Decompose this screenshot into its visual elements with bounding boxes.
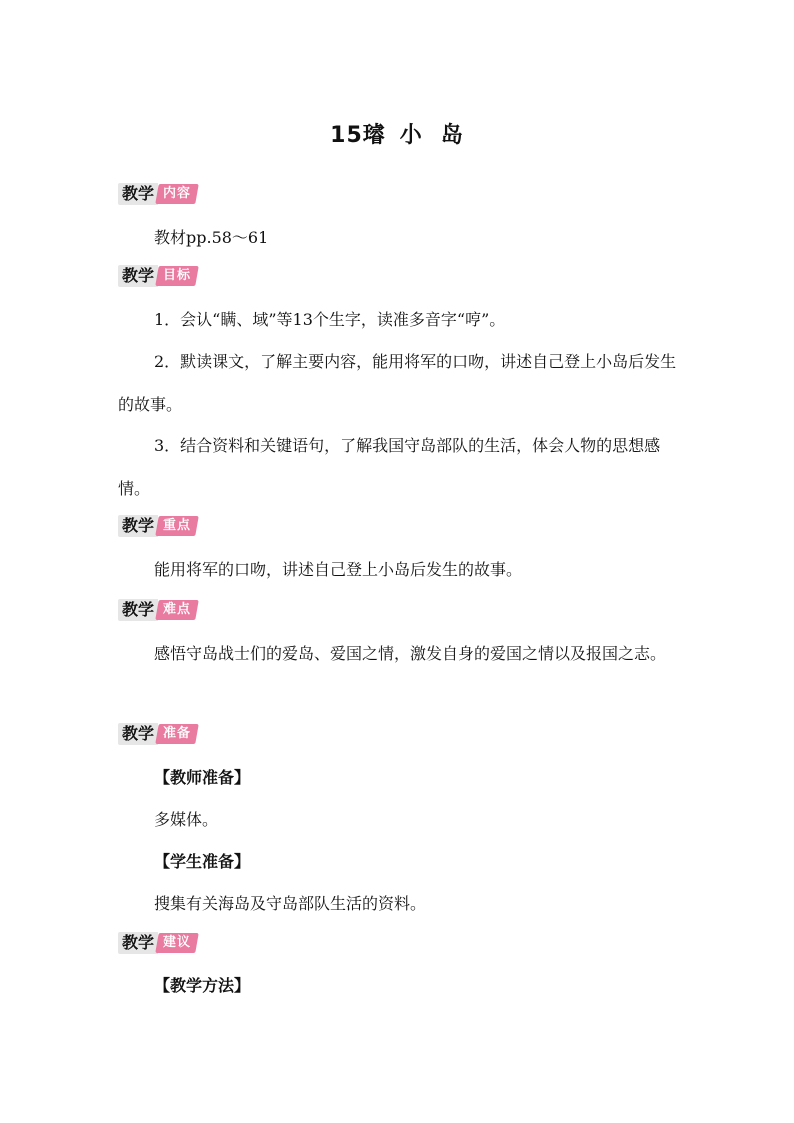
section-key: 教学 — [118, 515, 158, 537]
goal-item: 3．结合资料和关键语句，了解我国守岛部队的生活，体会人物的思想感情。 — [118, 436, 661, 498]
section-key: 教学 — [118, 183, 158, 205]
section-header-advice — [118, 931, 197, 955]
teacher-prep-heading: 【教师准备】 — [154, 768, 251, 787]
content-text: 教材pp.58～61 — [154, 228, 269, 247]
section-key: 教学 — [118, 932, 158, 954]
section-header-content — [118, 182, 197, 206]
section-tag: 建议 — [155, 933, 199, 953]
section-header-goals — [118, 264, 197, 288]
section-header-difficulty — [118, 598, 197, 622]
title-number: 15璿 — [330, 123, 386, 148]
section-key: 教学 — [118, 599, 158, 621]
student-prep-heading: 【学生准备】 — [154, 852, 251, 871]
section-tag: 重点 — [155, 516, 199, 536]
goal-item: 1．会认“瞒、域”等13个生字，读准多音字“哼”。 — [154, 310, 506, 329]
goal-item: 2．默读课文，了解主要内容，能用将军的口吻，讲述自己登上小岛后发生的故事。 — [118, 352, 677, 414]
section-header-prep — [118, 722, 197, 746]
section-key: 教学 — [118, 723, 158, 745]
teacher-prep-text: 多媒体。 — [154, 810, 219, 829]
difficulty-text: 感悟守岛战士们的爱岛、爱国之情，激发自身的爱国之情以及报国之志。 — [154, 644, 667, 663]
title-char-1: 小 — [399, 123, 423, 148]
section-tag: 目标 — [155, 266, 199, 286]
section-tag: 准备 — [155, 724, 199, 744]
focus-text: 能用将军的口吻，讲述自己登上小岛后发生的故事。 — [154, 560, 523, 579]
student-prep-text: 搜集有关海岛及守岛部队生活的资料。 — [154, 894, 427, 913]
section-tag: 内容 — [155, 184, 199, 204]
title-char-2: 岛 — [440, 123, 464, 148]
section-key: 教学 — [118, 265, 158, 287]
page-title — [0, 118, 794, 149]
section-header-focus — [118, 514, 197, 538]
method-heading: 【教学方法】 — [154, 976, 251, 995]
section-tag: 难点 — [155, 600, 199, 620]
